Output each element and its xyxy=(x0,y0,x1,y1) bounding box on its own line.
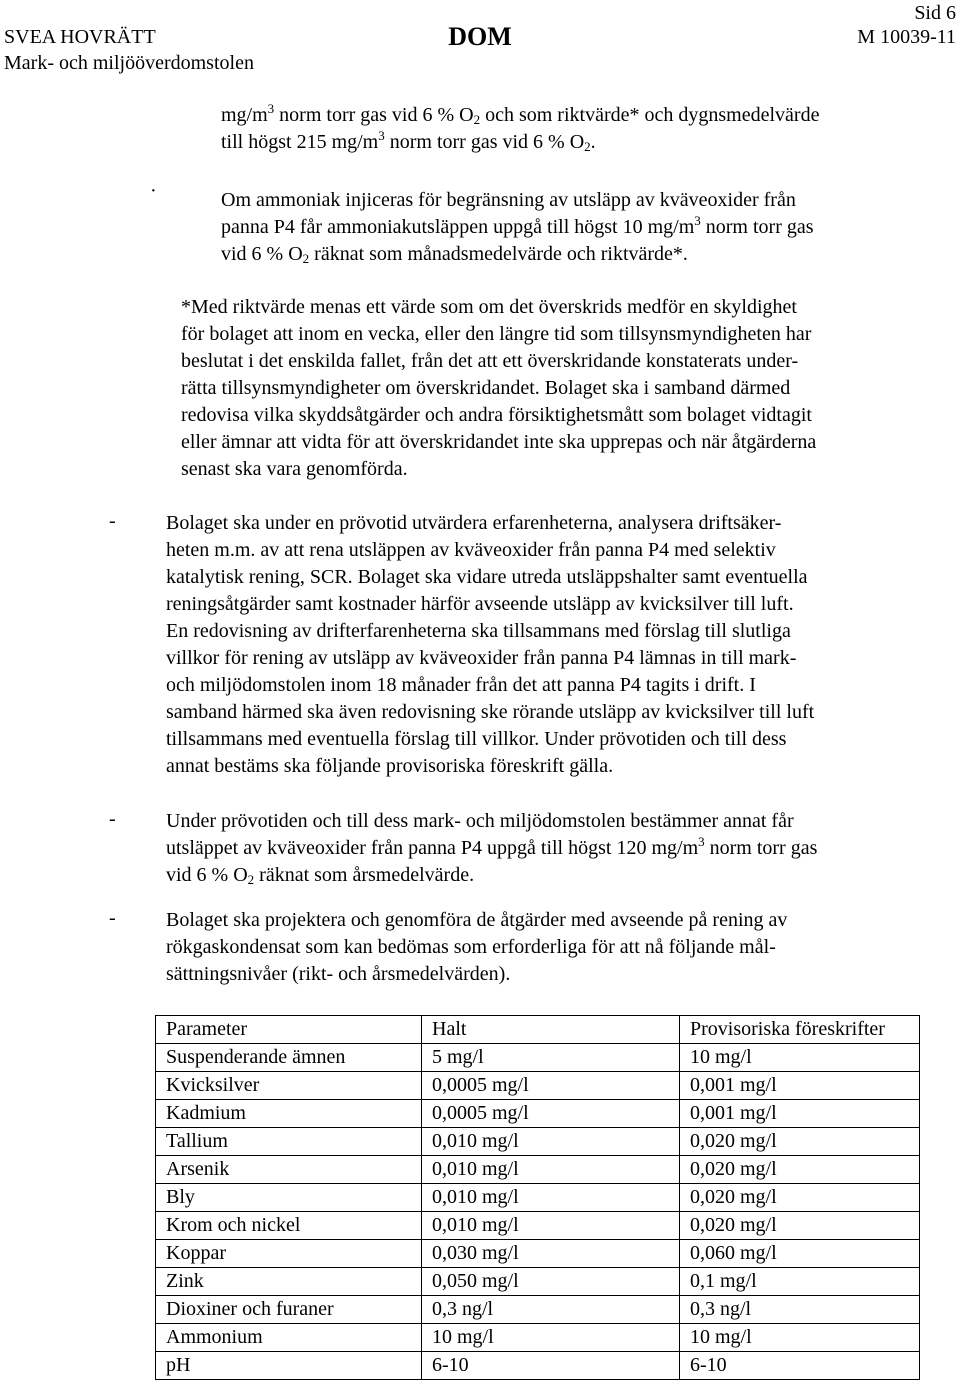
note-line: för bolaget att inom en vecka, eller den längre tid som tillsynsmyndigheten har xyxy=(181,323,812,345)
riktvarde-definition-note xyxy=(181,294,941,483)
table-cell: 0,001 mg/l xyxy=(680,1072,920,1100)
text-line: En redovisning av drifterfarenheterna ska tillsammans med förslag till slutliga xyxy=(166,620,791,642)
table-cell: 0,010 mg/l xyxy=(422,1156,680,1184)
text-line: katalytisk rening, SCR. Bolaget ska vidare utreda utsläppshalter samt eventuella xyxy=(166,566,808,588)
table-cell: 0,3 ng/l xyxy=(422,1296,680,1324)
emission-limit-paragraph xyxy=(221,102,941,156)
table-cell: Krom och nickel xyxy=(156,1212,422,1240)
table-cell: 0,1 mg/l xyxy=(680,1268,920,1296)
text-line: panna P4 får ammoniakutsläppen uppgå till högst 10 $mg/m^3$ norm torr gas xyxy=(221,213,814,238)
table-cell: 0,020 mg/l xyxy=(680,1212,920,1240)
text-line: rökgaskondensat som kan bedömas som erforderliga för att nå följande mål- xyxy=(166,936,776,958)
document-type: DOM xyxy=(448,22,512,51)
text-line: heten m.m. av att rena utsläppen av kväveoxider från panna P4 med selektiv xyxy=(166,539,776,561)
table-row xyxy=(156,1296,920,1324)
ammonia-paragraph xyxy=(221,187,941,268)
table-cell: Kvicksilver xyxy=(156,1072,422,1100)
text-line: till högst 215 $mg/m^3$ norm torr gas vid 6 % $O_2$. xyxy=(221,128,596,154)
table-row xyxy=(156,1128,920,1156)
table-cell: 0,050 mg/l xyxy=(422,1268,680,1296)
table-row xyxy=(156,1100,920,1128)
table-cell: Tallium xyxy=(156,1128,422,1156)
table-cell: Dioxiner och furaner xyxy=(156,1296,422,1324)
text-line: samband härmed ska även redovisning ske rörande utsläpp av kvicksilver till luft xyxy=(166,701,815,723)
table-cell: 0,020 mg/l xyxy=(680,1128,920,1156)
table-cell: Zink xyxy=(156,1268,422,1296)
table-row xyxy=(156,1268,920,1296)
table-header-cell: Parameter xyxy=(156,1016,422,1044)
text-line: vid 6 % $O_2$ räknat som månadsmedelvärde och riktvärde*. xyxy=(221,243,688,266)
table-cell: 0,020 mg/l xyxy=(680,1184,920,1212)
table-header-cell: Provisoriska föreskrifter xyxy=(680,1016,920,1044)
table-cell: Bly xyxy=(156,1184,422,1212)
note-line: redovisa vilka skyddsåtgärder och andra försiktighetsmått som bolaget vidtagit xyxy=(181,404,812,426)
court-name: SVEA HOVRÄTT xyxy=(4,26,156,48)
table-cell: 6-10 xyxy=(680,1352,920,1380)
dash-mark: - xyxy=(109,808,116,830)
note-line: senast ska vara genomförda. xyxy=(181,458,408,480)
text-line: annat bestäms ska följande provisoriska föreskrift gälla. xyxy=(166,755,614,777)
table-row xyxy=(156,1352,920,1380)
text-line: och miljödomstolen inom 18 månader från det att panna P4 tagits i drift. I xyxy=(166,674,756,696)
table-cell: 0,3 ng/l xyxy=(680,1296,920,1324)
table-row xyxy=(156,1156,920,1184)
table-cell: 0,020 mg/l xyxy=(680,1156,920,1184)
table-cell: 0,001 mg/l xyxy=(680,1100,920,1128)
text-line: Under prövotiden och till dess mark- och miljödomstolen bestämmer annat får xyxy=(166,810,794,832)
table-cell: 0,0005 mg/l xyxy=(422,1100,680,1128)
table-row xyxy=(156,1212,920,1240)
text-line: utsläppet av kväveoxider från panna P4 uppgå till högst 120 $mg/m^3$ norm torr gas xyxy=(166,834,818,859)
note-line: beslutat i det enskilda fallet, från det att ett överskridande konstaterats under- xyxy=(181,350,799,372)
text-line: Bolaget ska under en prövotid utvärdera erfarenheterna, analysera driftsäker- xyxy=(166,512,782,534)
court-department: Mark- och miljööverdomstolen xyxy=(4,52,254,74)
text-line: sättningsnivåer (rikt- och årsmedelvärden). xyxy=(166,963,511,985)
table-header-row xyxy=(156,1016,920,1044)
text-line: Om ammoniak injiceras för begränsning av utsläpp av kväveoxider från xyxy=(221,189,796,211)
text-line: reningsåtgärder samt kostnader härför avseende utsläpp av kvicksilver till luft. xyxy=(166,593,794,615)
table-cell: 5 mg/l xyxy=(422,1044,680,1072)
table-cell: 10 mg/l xyxy=(422,1324,680,1352)
table-row xyxy=(156,1324,920,1352)
provotid-paragraph xyxy=(166,510,941,780)
table-cell: 10 mg/l xyxy=(680,1044,920,1072)
note-line: rätta tillsynsmyndigheter om överskridandet. Bolaget ska i samband därmed xyxy=(181,377,791,399)
text-line: Bolaget ska projektera och genomföra de åtgärder med avseende på rening av xyxy=(166,909,788,931)
note-line: *Med riktvärde menas ett värde som om det överskrids medför en skyldighet xyxy=(181,296,797,318)
table-row xyxy=(156,1240,920,1268)
dash-mark: - xyxy=(109,907,116,929)
table-cell: Koppar xyxy=(156,1240,422,1268)
table-cell: Ammonium xyxy=(156,1324,422,1352)
table-cell: 0,030 mg/l xyxy=(422,1240,680,1268)
table-cell: Kadmium xyxy=(156,1100,422,1128)
table-cell: 0,0005 mg/l xyxy=(422,1072,680,1100)
note-line: eller ämnar att vidta för att överskridandet inte ska upprepas och när åtgärderna xyxy=(181,431,817,453)
condensate-paragraph xyxy=(166,907,941,988)
case-number: M 10039-11 xyxy=(857,26,956,48)
text-line: tillsammans med eventuella förslag till villkor. Under prövotiden och till dess xyxy=(166,728,787,750)
table-row xyxy=(156,1072,920,1100)
table-cell: 10 mg/l xyxy=(680,1324,920,1352)
table-cell: 6-10 xyxy=(422,1352,680,1380)
dash-mark: - xyxy=(109,510,116,532)
page-number: Sid 6 xyxy=(914,2,956,24)
table-cell: 0,010 mg/l xyxy=(422,1212,680,1240)
text-line: vid 6 % $O_2$ räknat som årsmedelvärde. xyxy=(166,864,475,887)
text-line: $mg/m^3$ norm torr gas vid 6 % $O_2$ och som riktvärde* och dygnsmedelvärde xyxy=(221,101,820,127)
table-cell: Suspenderande ämnen xyxy=(156,1044,422,1072)
text-line: villkor för rening av utsläpp av kväveoxider från panna P4 lämnas in till mark- xyxy=(166,647,797,669)
table-cell: Arsenik xyxy=(156,1156,422,1184)
provisional-limit-paragraph xyxy=(166,808,941,889)
table-row xyxy=(156,1184,920,1212)
table-row xyxy=(156,1044,920,1072)
table-cell: 0,010 mg/l xyxy=(422,1128,680,1156)
table-cell: pH xyxy=(156,1352,422,1380)
bullet-mark: · xyxy=(150,180,157,202)
table-cell: 0,060 mg/l xyxy=(680,1240,920,1268)
table-header-cell: Halt xyxy=(422,1016,680,1044)
table-cell: 0,010 mg/l xyxy=(422,1184,680,1212)
parameter-table xyxy=(155,1015,920,1380)
